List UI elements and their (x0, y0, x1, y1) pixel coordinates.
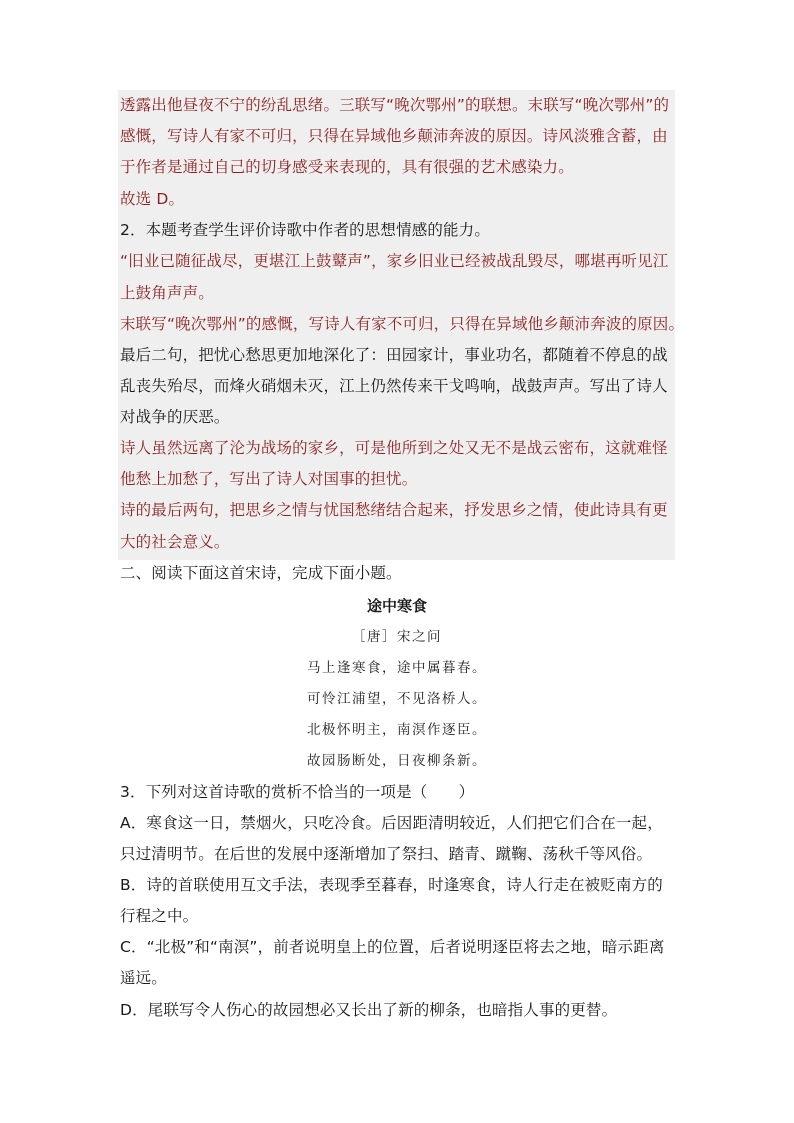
analysis-text-line: 最后二句，把忧心愁思更加地深化了：田园家计，事业功名，都随着不停息的战 (120, 346, 668, 364)
analysis-text-line: 诗人虽然远离了沦为战场的家乡，可是他所到之处又无不是战云密布，这就难怪 (120, 439, 668, 457)
poem-title: 途中寒食 (366, 597, 427, 615)
poem-line: 马上逢寒食，途中属暮春。 (307, 660, 487, 676)
section-2-heading: 二、阅读下面这首宋诗，完成下面小题。 (120, 564, 402, 582)
analysis-text-line: 他愁上加愁了，写出了诗人对国事的担忧。 (120, 470, 418, 488)
analysis-text-line: 感慨，写诗人有家不可归，只得在异域他乡颠沛奔波的原因。诗风淡雅含蓄，由 (120, 127, 668, 145)
option-a: A．寒食这一日，禁烟火，只吃冷食。后因距清明较近，人们把它们合在一起， (120, 814, 663, 832)
option-b: B．诗的首联使用互文手法，表现季至暮春，时逢寒食，诗人行走在被贬南方的 (120, 876, 663, 894)
option-c: C．“北极”和“南溟”，前者说明皇上的位置，后者说明逐臣将去之地，暗示距离 (120, 938, 665, 956)
answer-choice: 故选 D。 (120, 190, 185, 208)
analysis-text-line: “旧业已随征战尽，更堪江上鼓鼙声”，家乡旧业已经被战乱毁尽，哪堪再听见江 (120, 252, 669, 270)
analysis-text-line: 于作者是通过自己的切身感受来表现的，具有很强的艺术感染力。 (120, 158, 574, 176)
analysis-text-line: 乱丧失殆尽，而烽火硝烟未灭，江上仍然传来干戈鸣响，战鼓声声。写出了诗人 (120, 377, 668, 395)
poem-author: ［唐］宋之问 (352, 629, 442, 645)
question-2-heading: 2．本题考查学生评价诗歌中作者的思想情感的能力。 (120, 221, 490, 239)
poem-line: 可怜江浦望，不见洛桥人。 (307, 691, 487, 707)
poem-line: 故园肠断处，日夜柳条新。 (307, 753, 487, 769)
analysis-text-line: 诗的最后两句，把思乡之情与忧国愁绪结合起来，抒发思乡之情，使此诗具有更 (120, 501, 668, 519)
question-3-stem: 3．下列对这首诗歌的赏析不恰当的一项是（ ） (120, 783, 475, 801)
poem-line: 北极怀明主，南溟作逐臣。 (307, 722, 487, 738)
analysis-text-line: 上鼓角声声。 (120, 284, 214, 302)
analysis-text-line: 末联写“晚次鄂州”的感慨，写诗人有家不可归，只得在异域他乡颠沛奔波的原因。 (120, 315, 685, 333)
analysis-text-line: 对战争的厌恶。 (120, 408, 230, 426)
option-c-continued: 遥远。 (120, 969, 167, 987)
analysis-text-line: 透露出他昼夜不宁的纷乱思绪。三联写“晚次鄂州”的联想。末联写“晚次鄂州”的 (120, 96, 670, 114)
option-d: D．尾联写令人伤心的故园想必又长出了新的柳条，也暗指人事的更替。 (120, 1001, 618, 1019)
option-b-continued: 行程之中。 (120, 907, 199, 925)
option-a-continued: 只过清明节。在后世的发展中逐渐增加了祭扫、踏青、蹴鞠、荡秋千等风俗。 (120, 845, 653, 863)
analysis-text-line: 大的社会意义。 (120, 533, 230, 551)
